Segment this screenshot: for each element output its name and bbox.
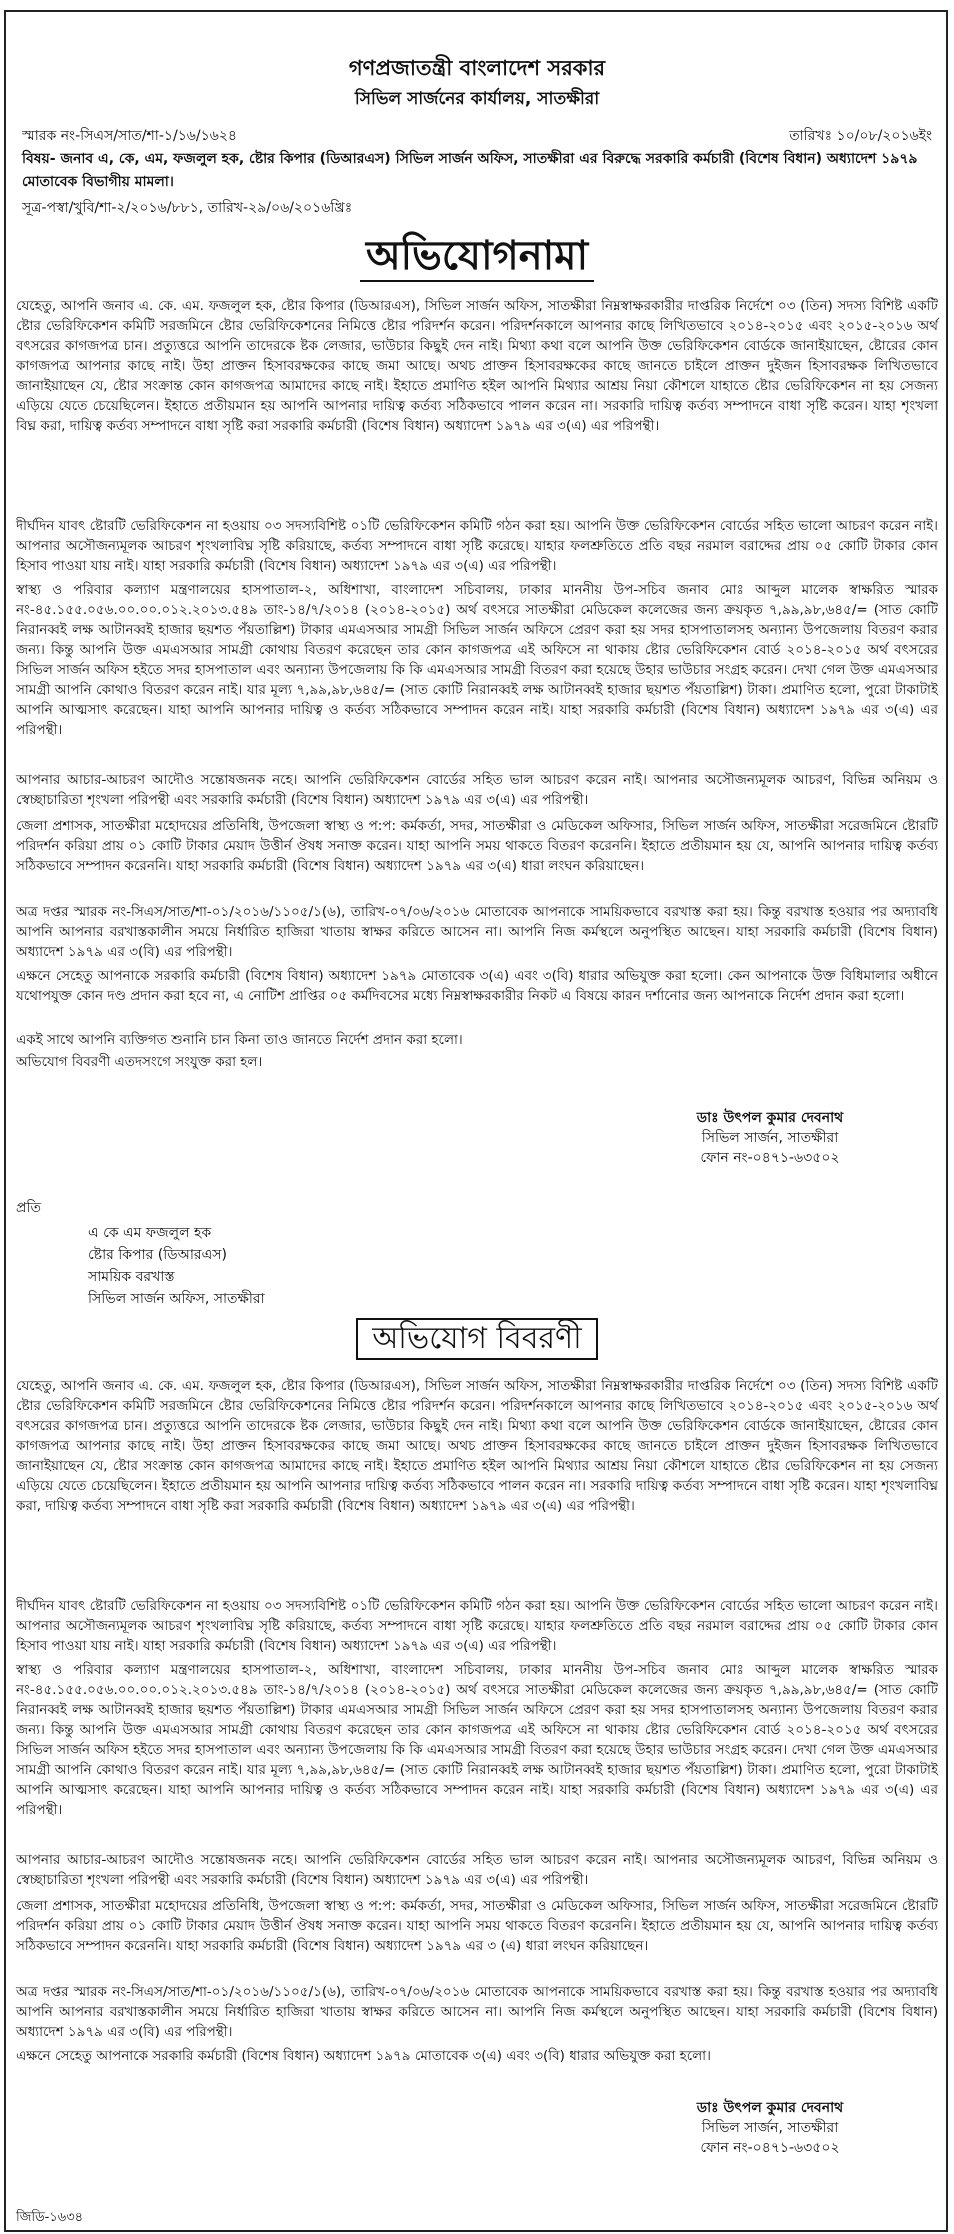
statement-paragraph: অত্র দপ্তর স্মারক নং-সিএস/সাত/শা-০১/২০১৬/১১০৫/১(৬), তারিখ-০৭/০৬/২০১৬ মোতাবেক আপনাকে সাময়িকভাবে বরখাস্ত করা হয়। কিন্তু বরখাস্ত হওয়ার পর অদ্যাবধি আপনি আপনার বরখাস্তকালীন সময়ে নির্ধারিত হাজিরা খাতায় স্বাক্ষর করিতে আসেন না। আপনি নিজ কর্মস্থলে অনুপস্থিত আছেন। যাহা সরকারি কর্মচারী (বিশেষ বিধান) অধ্যাদেশ ১৯৭৯ এর ৩(বি) এর পরিপন্থী। xyxy=(16,1984,938,2040)
charge-paragraph: যেহেতু, আপনি জনাব এ. কে. এম. ফজলুল হক, ষ্টোর কিপার (ডিআরএস), সিভিল সার্জন অফিস, সাতক্ষীরা নিম্নস্বাক্ষরকারীর দাপ্তরিক নির্দেশে ০৩ (তিন) সদস্য বিশিষ্ট একটি ষ্টোর ভেরিফিকেশন কমিটি সরজমিনে ষ্টোর ভেরিফিকেশনের নিমিত্তে ষ্টোর পরিদর্শন করেন। পরিদর্শনকালে আপনার কাছে লিখিতভাবে ২০১৪-২০১৫ এবং ২০১৫-২০১৬ অর্থ বৎসরের কাগজপত্র চান। প্রত্যুত্তরে আপনি তাদেরকে ষ্টক লেজার, ভাউচার কিছুই দেন নাই। মিথ্যা কথা বলে আপনি উক্ত ভেরিফিকেশন বোর্ডকে জানাইয়াছেন, ষ্টোরের কোন কাগজপত্র আপনার কাছে নাই। উহা প্রাক্তন হিসাবরক্ষকের কাছে জমা আছে। অথচ প্রাক্তন হিসাবরক্ষকের কাছে জানতে চাইলে প্রাক্তন দুইজন হিসাবরক্ষক লিখিতভাবে জানাইয়াছেন যে, ষ্টোর সংক্রান্ত কোন কাগজপত্র আমাদের কাছে নাই। ইহাতে প্রমাণিত হইল আপনি মিথ্যার আশ্রয় নিয়া কৌশলে যাহাতে ষ্টোর ভেরিফিকেশন না হয় সেজন্য এড়িয়ে যেতে চেয়েছিলেন। ইহাতে প্রতীয়মান হয় আপনি আপনার দায়িত্ব কর্তব্য সঠিকভাবে পালন করেন না। সরকারি দায়িত্ব কর্তব্য সম্পাদনে বাধা সৃষ্টি করেন। যাহা শৃংখলা বিঘ্ন করা, দায়িত্ব কর্তব্য সম্পাদনে বাধা সৃষ্টি করা সরকারি কর্মচারী (বিশেষ বিধান) অধ্যাদেশ ১৯৭৯ এর ৩(এ) এর পরিপন্থী। xyxy=(16,298,938,434)
government-header: গণপ্রজাতন্ত্রী বাংলাদেশ সরকার xyxy=(348,56,606,80)
charge-paragraph: স্বাস্থ্য ও পরিবার কল্যাণ মন্ত্রণালয়ের হাসপাতাল-২, অধিশাখা, বাংলাদেশ সচিবালয়, ঢাকার মাননীয় উপ-সচিব জনাব মোঃ আব্দুল মালেক স্বাক্ষরিত স্মারক নং-৪৫.১৫৫.০৫৬.০০.০০.০১২.২০১৩.৫৪৯ তাং-১৪/৭/২০১৪ (২০১৪-২০১৫) অর্থ বৎসরে সাতক্ষীরা মেডিকেল কলেজের জন্য ক্রয়কৃত ৭,৯৯,৯৮,৬৪৫/= (সাত কোটি নিরানব্বই লক্ষ আটানব্বই হাজার ছয়শত পঁয়তাল্লিশ) টাকার এমএসআর সামগ্রী সিভিল সার্জন অফিসে প্রেরণ করা হয় সদর হাসপাতালসহ অন্যান্য উপজেলায় বিতরণ করার জন্য। কিন্তু আপনি উক্ত এমএসআর সামগ্রী কোথায় বিতরণ করেছেন তার কোন কাগজপত্র এই অফিসে না থাকায় ষ্টোর ভেরিফিকেশন বোর্ড ২০১৪-২০১৫ অর্থ বৎসরের সিভিল সার্জন অফিস হইতে সদর হাসপাতাল এবং অন্যান্য উপজেলায় কি কি এমএসআর সামগ্রী বিতরণ করা হয়েছে উহার ভাউচার সংগ্রহ করেন। দেখা গেল উক্ত এমএসআর সামগ্রী আপনি কোথাও বিতরণ করেন নাই। যার মূল্য ৭,৯৯,৯৮,৬৪৫/= (সাত কোটি নিরানব্বই লক্ষ আটানব্বই হাজার ছয়শত পঁয়তাল্লিশ) টাকা। প্রমাণিত হলো, পুরো টাকাটাই আপনি আত্মসাৎ করেছেন। যাহা আপনি আপনার দায়িত্ব ও কর্তব্য সঠিকভাবে সম্পাদন করেন নাই। যাহা সরকারি কর্মচারী (বিশেষ বিধান) অধ্যাদেশ ১৯৭৯ এর ৩(এ) এর পরিপন্থী। xyxy=(16,582,938,738)
recipient-line: সাময়িক বরখাস্ত xyxy=(88,1269,175,1285)
memo-date: তারিখঃ ১০/০৮/২০১৬ইং xyxy=(789,128,932,144)
signatory-name: ডাঃ উৎপল কুমার দেবনাথ xyxy=(696,1110,844,1126)
reference-line: সূত্র-পস্বা/খুবি/শা-২/২০১৬/৮৮১, তারিখ-২৯/০৬/২০১৬খ্রিঃ xyxy=(22,200,353,216)
statement-paragraph: যেহেতু, আপনি জনাব এ. কে. এম. ফজলুল হক, ষ্টোর কিপার (ডিআরএস), সিভিল সার্জন অফিস, সাতক্ষীরা নিম্নস্বাক্ষরকারীর দাপ্তরিক নির্দেশে ০৩ (তিন) সদস্য বিশিষ্ট একটি ষ্টোর ভেরিফিকেশন কমিটি সরজমিনে ষ্টোর ভেরিফিকেশনের নিমিত্তে ষ্টোর পরিদর্শন করেন। পরিদর্শনকালে আপনার কাছে লিখিতভাবে ২০১৪-২০১৫ এবং ২০১৫-২০১৬ অর্থ বৎসরের কাগজপত্র চান। প্রত্যুত্তরে আপনি তাদেরকে ষ্টক লেজার, ভাউচার কিছুই দেন নাই। মিথ্যা কথা বলে আপনি উক্ত ভেরিফিকেশন বোর্ডকে জানাইয়াছেন, ষ্টোরের কোন কাগজপত্র আপনার কাছে নাই। উহা প্রাক্তন হিসাবরক্ষকের কাছে জমা আছে। অথচ প্রাক্তন হিসাবরক্ষকের কাছে জানতে চাইলে প্রাক্তন দুইজন হিসাবরক্ষক লিখিতভাবে জানাইয়াছেন যে, ষ্টোর সংক্রান্ত কোন কাগজপত্র আমাদের কাছে নাই। ইহাতে প্রমাণিত হইল আপনি মিথ্যার আশ্রয় নিয়া কৌশলে যাহাতে ষ্টোর ভেরিফিকেশন না হয় সেজন্য এড়িয়ে যেতে চেয়েছিলেন। ইহাতে প্রতীয়মান হয় আপনি আপনার দায়িত্ব কর্তব্য সঠিকভাবে পালন করেন না। সরকারি দায়িত্ব কর্তব্য সম্পাদনে বাধা সৃষ্টি করেন। যাহা শৃংখলাবিঘ্ন করা, দায়িত্ব কর্তব্য সম্পাদনে বাধা সৃষ্টি করা সরকারি কর্মচারী (বিশেষ বিধান) অধ্যাদেশ ১৯৭৯ এর ৩(এ) এর পরিপন্থী। xyxy=(16,1378,938,1514)
signature-block xyxy=(640,1108,900,1168)
signatory-name: ডাঃ উৎপল কুমার দেবনাথ xyxy=(696,2100,844,2116)
signatory-designation: সিভিল সার্জন, সাতক্ষীরা xyxy=(701,2120,839,2136)
memo-ref: স্মারক নং-সিএস/সাত/শা-১/১৬/১৬২৪ xyxy=(22,128,238,144)
statement-paragraph: স্বাস্থ্য ও পরিবার কল্যাণ মন্ত্রণালয়ের হাসপাতাল-২, অধিশাখা, বাংলাদেশ সচিবালয়, ঢাকার মাননীয় উপ-সচিব জনাব মোঃ আব্দুল মালেক স্বাক্ষরিত স্মারক নং-৪৫.১৫৫.০৫৬.০০.০০.০১২.২০১৩.৫৪৯ তাং-১৪/৭/২০১৪ (২০১৪-২০১৫) অর্থ বৎসরে সাতক্ষীরা মেডিকেল কলেজের জন্য ক্রয়কৃত ৭,৯৯,৯৮,৬৪৫/= (সাত কোটি নিরানব্বই লক্ষ আটানব্বই হাজার ছয়শত পঁয়তাল্লিশ) টাকার এমএসআর সামগ্রী সিভিল সার্জন অফিসে প্রেরণ করা হয় সদর হাসপাতালসহ অন্যান্য উপজেলায় বিতরণ করার জন্য। কিন্তু আপনি উক্ত এমএসআর সামগ্রী কোথায় বিতরণ করেছেন তার কোন কাগজপত্র এই অফিসে না থাকায় ষ্টোর ভেরিফিকেশন বোর্ড ২০১৪-২০১৫ অর্থ বৎসরের সিভিল সার্জন অফিস হইতে সদর হাসপাতাল এবং অন্যান্য উপজেলায় কি কি এমএসআর সামগ্রী বিতরণ করা হয়েছে উহার ভাউচার সংগ্রহ করেন। দেখা গেল উক্ত এমএসআর সামগ্রী আপনি কোথাও বিতরণ করেন নাই। যার মূল্য ৭,৯৯,৯৮,৬৪৫/= (সাত কোটি নিরানব্বই লক্ষ আটানব্বই হাজার ছয়শত পঁয়তাল্লিশ) টাকা। প্রমাণিত হলো, পুরো টাকাটাই আপনি আত্মসাৎ করেছেন। যাহা আপনি আপনার দায়িত্ব ও কর্তব্য সঠিকভাবে সম্পাদন করেন নাই। যাহা সরকারি কর্মচারী (বিশেষ বিধান) অধ্যাদেশ ১৯৭৯ এর ৩(এ) এর পরিপন্থী। xyxy=(16,1662,938,1818)
charge-paragraph: দীর্ঘদিন যাবৎ ষ্টোরটি ভেরিফিকেশন না হওয়ায় ০৩ সদস্যবিশিষ্ট ০১টি ভেরিফিকেশন কমিটি গঠন করা হয়। আপনি উক্ত ভেরিফিকেশন বোর্ডের সহিত ভালো আচরণ করেন নাই। আপনার অসৌজন্যমূলক আচরণ শৃংখলাবিঘ্ন সৃষ্টি করিয়াছে, কর্তব্য সম্পাদনে বাধা সৃষ্টি করেছে। যাহার ফলশ্রুতিতে প্রতি বছর নরমাল বরাদ্দের প্রায় ০৫ কোটি টাকার কোন হিসাব পাওয়া যায় নাই। যাহা সরকারি কর্মচারী (বিশেষ বিধান) অধ্যাদেশ ১৯৭৯ এর ৩(এ) এর পরিপন্থী। xyxy=(16,518,938,574)
signatory-phone: ফোন নং-০৪৭১-৬৩৫০২ xyxy=(700,2140,840,2156)
document-id: জিডি-১৬৩৪ xyxy=(16,2210,84,2225)
charge-paragraph: অত্র দপ্তর স্মারক নং-সিএস/সাত/শা-০১/২০১৬/১১০৫/১(৬), তারিখ-০৭/০৬/২০১৬ মোতাবেক আপনাকে সাময়িকভাবে বরখাস্ত করা হয়। কিন্তু বরখাস্ত হওয়ার পর অদ্যাবধি আপনি আপনার বরখাস্তকালীন সময়ে নির্ধারিত হাজিরা খাতায় স্বাক্ষর করিতে আসেন না। আপনি নিজ কর্মস্থলে অনুপস্থিত আছেন। যাহা সরকারি কর্মচারী (বিশেষ বিধান) অধ্যাদেশ ১৯৭৯ এর ৩(বি) এর পরিপন্থী। xyxy=(16,904,938,960)
statement-paragraph: আপনার আচার-আচরণ আদৌও সন্তোষজনক নহে। আপনি ভেরিফিকেশন বোর্ডের সহিত ভাল আচরণ করেন নাই। আপনার অসৌজন্যমূলক আচরণ, বিভিন্ন অনিয়ম ও স্বেচ্ছাচারিতা শৃংখলা পরিপন্থী এবং সরকারি কর্মচারী (বিশেষ বিধান) অধ্যাদেশ ১৯৭৯ এর ৩(এ) এর পরিপন্থী। xyxy=(16,1852,938,1888)
statement-paragraph: জেলা প্রশাসক, সাতক্ষীরা মহোদয়ের প্রতিনিধি, উপজেলা স্বাস্থ্য ও প:প: কর্মকর্তা, সদর, সাতক্ষীরা ও মেডিকেল অফিসার, সিভিল সার্জন অফিস, সাতক্ষীরা সরেজমিনে ষ্টোরটি পরিদর্শন করিয়া প্রায় ০১ কোটি টাকার মেয়াদ উত্তীর্ন ঔষধ সনাক্ত করেন। যাহা আপনি সময় থাকতে বিতরণ করেননি। ইহাতে প্রতীয়মান হয় যে, আপনি আপনার দায়িত্ব কর্তব্য সঠিকভাবে সম্পাদন করেননি। যাহা সরকারি কর্মচারী (বিশেষ বিধান) অধ্যাদেশ ১৯৭৯ এর ৩ (এ) ধারা লংঘন করিয়াছেন। xyxy=(16,1898,938,1954)
recipient-line: সিভিল সার্জন অফিস, সাতক্ষীরা xyxy=(88,1291,265,1307)
signature-block-2 xyxy=(640,2098,900,2158)
recipient-line: এ কে এম ফজলুল হক xyxy=(88,1225,212,1241)
charge-paragraph: অভিযোগ বিবরণী এতদসংগে সংযুক্ত করা হল। xyxy=(16,1054,263,1070)
recipient-line: ষ্টোর কিপার (ডিআরএস) xyxy=(88,1247,227,1263)
signatory-designation: সিভিল সার্জন, সাতক্ষীরা xyxy=(701,1130,839,1146)
charge-paragraph: জেলা প্রশাসক, সাতক্ষীরা মহোদয়ের প্রতিনিধি, উপজেলা স্বাস্থ্য ও প:প: কর্মকর্তা, সদর, সাতক্ষীরা ও মেডিকেল অফিসার, সিভিল সার্জন অফিস, সাতক্ষীরা সরেজমিনে ষ্টোরটি পরিদর্শন করিয়া প্রায় ০১ কোটি টাকার মেয়াদ উত্তীর্ন ঔষধ সনাক্ত করেন। যাহা আপনি সময় থাকতে বিতরণ করেননি। ইহাতে প্রতীয়মান হয় যে, আপনি আপনার দায়িত্ব কর্তব্য সঠিকভাবে সম্পাদন করেননি। যাহা সরকারি কর্মচারী (বিশেষ বিধান) অধ্যাদেশ ১৯৭৯ এর ৩(এ) ধারা লংঘন করিয়াছেন। xyxy=(16,818,938,874)
recipient-label: প্রতি xyxy=(16,1200,41,1216)
charge-paragraph: এক্ষনে সেহেতু আপনাকে সরকারি কর্মচারী (বিশেষ বিধান) অধ্যাদেশ ১৯৭৯ মোতাবেক ৩(এ) এবং ৩(বি) ধারার অভিযুক্ত করা হলো। কেন আপনাকে উক্ত বিধিমালার অধীনে যথোপযুক্ত কোন দণ্ড প্রদান করা হবে না, এ নোটিশ প্রাপ্তির ০৫ কর্মদিবসের মধ্যে নিম্নস্বাক্ষরকারীর নিকট এ বিষয়ে কারন দর্শানোর জন্য আপনাকে নির্দেশ প্রদান করা হলো। xyxy=(16,968,938,1004)
office-header: সিভিল সার্জনের কার্যালয়, সাতক্ষীরা xyxy=(354,89,600,109)
charge-sheet-title-wrap xyxy=(0,232,954,282)
statement-paragraph: এক্ষনে সেহেতু আপনাকে সরকারি কর্মচারী (বিশেষ বিধান) অধ্যাদেশ ১৯৭৯ মোতাবেক ৩(এ) এবং ৩(বি) ধারার অভিযুক্ত করা হলো। xyxy=(16,2048,711,2064)
recipient-address xyxy=(88,1222,265,1310)
charge-paragraph: একই সাথে আপনি ব্যক্তিগত শুনানি চান কিনা তাও জানতে নির্দেশ প্রদান করা হলো। xyxy=(16,1032,463,1048)
statement-paragraph: দীর্ঘদিন যাবৎ ষ্টোরটি ভেরিফিকেশন না হওয়ায় ০৩ সদস্যবিশিষ্ট ০১টি ভেরিফিকেশন কমিটি গঠন করা হয়। আপনি উক্ত ভেরিফিকেশন বোর্ডের সহিত ভালো আচরণ করেন নাই। আপনার অসৌজন্যমূলক আচরণ শৃংখলাবিঘ্ন সৃষ্টি করিয়াছে, কর্তব্য সম্পাদনে বাধা সৃষ্টি করেছে। যাহার ফলশ্রুতিতে প্রতি বছর নরমাল বরাদ্দের প্রায় ০৫ কোটি টাকার কোন হিসাব পাওয়া যায় নাই। যাহা সরকারি কর্মচারী (বিশেষ বিধান) অধ্যাদেশ ১৯৭৯ এর ৩(এ) এর পরিপন্থী। xyxy=(16,1598,938,1654)
charge-paragraph: আপনার আচার-আচরণ আদৌও সন্তোষজনক নহে। আপনি ভেরিফিকেশন বোর্ডের সহিত ভাল আচরণ করেন নাই। আপনার অসৌজন্যমূলক আচরণ, বিভিন্ন অনিয়ম ও স্বেচ্ছাচারিতা শৃংখলা পরিপন্থী এবং সরকারি কর্মচারী (বিশেষ বিধান) অধ্যাদেশ ১৯৭৯ এর ৩(এ) এর পরিপন্থী। xyxy=(16,772,938,808)
subject-line: বিষয়- জনাব এ, কে, এম, ফজলুল হক, ষ্টোর কিপার (ডিআরএস) সিভিল সার্জন অফিস, সাতক্ষীরা এর বিরুদ্ধে সরকারি কর্মচারী (বিশেষ বিধান) অধ্যাদেশ ১৯৭৯ মোতাবেক বিভাগীয় মামলা। xyxy=(22,151,918,190)
statement-title: অভিযোগ বিবরণী xyxy=(356,1318,597,1360)
memo-line xyxy=(22,124,932,148)
signatory-phone: ফোন নং-০৪৭১-৬৩৫০২ xyxy=(700,1150,840,1166)
statement-title-wrap xyxy=(0,1318,954,1360)
charge-sheet-title: অভিযোগনামা xyxy=(360,232,594,282)
